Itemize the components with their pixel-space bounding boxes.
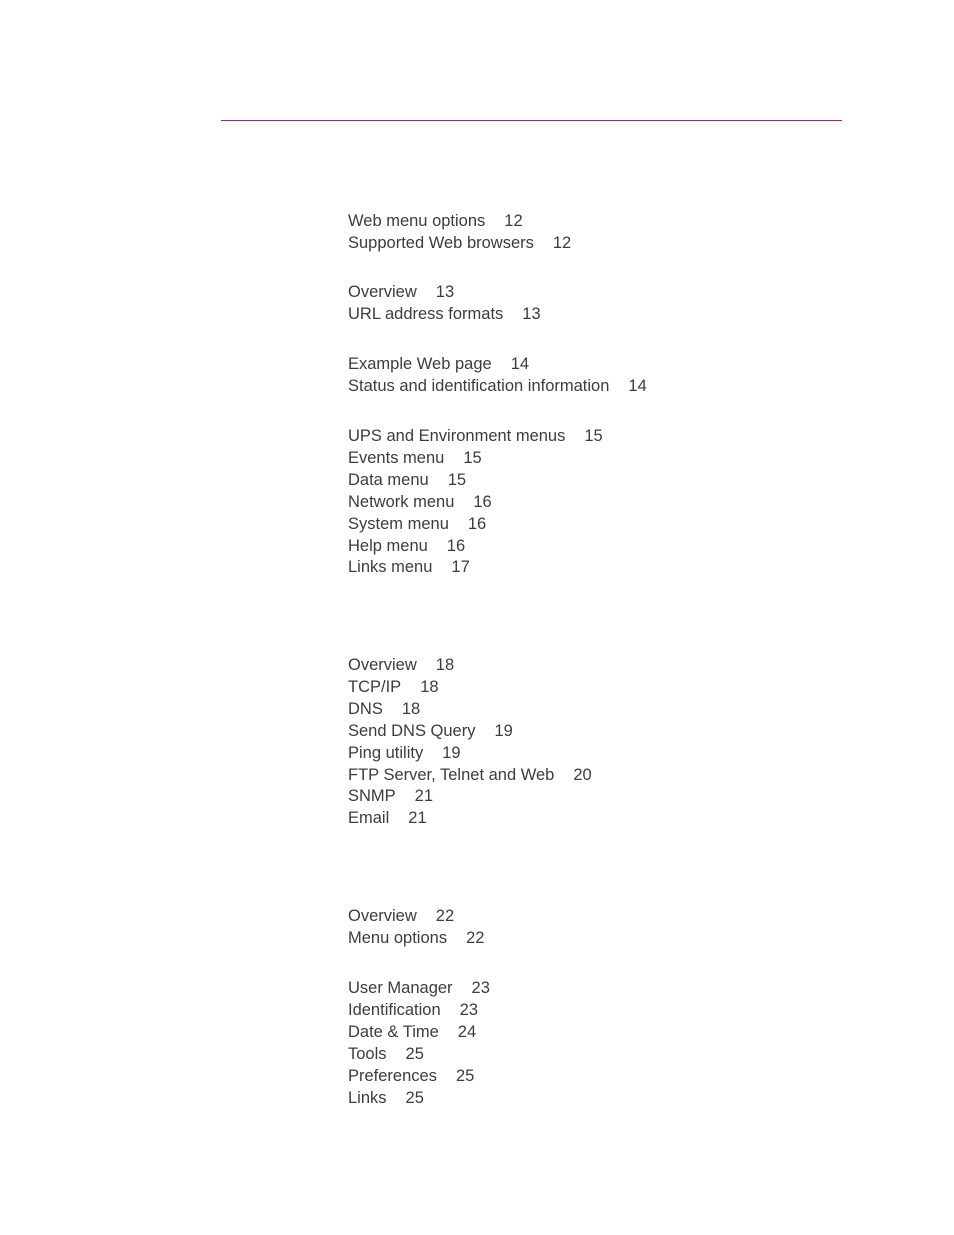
toc-entry-title: User Manager: [348, 979, 453, 997]
toc-entry[interactable]: [348, 721, 592, 743]
toc-entry-page: 12: [552, 233, 572, 252]
toc-entry-page: 14: [510, 355, 530, 373]
toc-entry-page: 15: [584, 427, 603, 445]
toc-group-7: [348, 978, 490, 1109]
toc-entry-page: 16: [446, 536, 466, 555]
toc-entry-title: UPS and Environment menus: [348, 427, 566, 445]
toc-entry-title: Overview: [348, 283, 417, 301]
toc-entry-page: 16: [467, 514, 487, 533]
toc-entry[interactable]: [348, 655, 592, 677]
toc-entry[interactable]: [348, 514, 603, 536]
toc-entry-page: 23: [459, 1000, 479, 1019]
toc-group-5: [348, 655, 592, 830]
toc-group-6: [348, 906, 484, 950]
toc-entry[interactable]: [348, 211, 571, 233]
toc-entry-title: Help menu: [348, 536, 428, 555]
toc-entry-page: 24: [457, 1022, 477, 1041]
toc-entry[interactable]: [348, 808, 592, 830]
toc-entry-page: 18: [435, 656, 455, 674]
toc-entry[interactable]: [348, 1066, 490, 1088]
toc-entry-page: 21: [408, 809, 427, 828]
toc-entry-page: 25: [455, 1066, 475, 1085]
toc-entry[interactable]: [348, 426, 603, 448]
toc-group-4: [348, 426, 603, 579]
toc-entry[interactable]: [348, 376, 647, 398]
toc-entry[interactable]: [348, 1044, 490, 1066]
toc-entry-title: FTP Server, Telnet and Web: [348, 765, 555, 784]
toc-entry[interactable]: [348, 743, 592, 765]
toc-entry[interactable]: [348, 906, 484, 928]
toc-entry[interactable]: [348, 448, 603, 470]
toc-entry-title: Overview: [348, 656, 417, 674]
toc-entry[interactable]: [348, 928, 484, 950]
toc-entry-title: DNS: [348, 699, 383, 718]
toc-entry-title: Email: [348, 809, 390, 828]
toc-entry[interactable]: [348, 282, 541, 304]
toc-entry-page: 25: [405, 1044, 424, 1063]
toc-entry[interactable]: [348, 765, 592, 787]
toc-entry-page: 16: [473, 492, 492, 511]
toc-entry-title: Preferences: [348, 1066, 437, 1085]
toc-entry-page: 21: [414, 787, 434, 806]
toc-entry[interactable]: [348, 536, 603, 558]
toc-entry-title: TCP/IP: [348, 677, 402, 696]
toc-entry[interactable]: [348, 233, 571, 255]
toc-entry[interactable]: [348, 677, 592, 699]
toc-entry[interactable]: [348, 492, 603, 514]
toc-entry[interactable]: [348, 1022, 490, 1044]
toc-entry[interactable]: [348, 1088, 490, 1110]
toc-entry-title: Example Web page: [348, 355, 492, 373]
toc-entry-page: 22: [466, 928, 485, 947]
toc-entry[interactable]: [348, 354, 647, 376]
toc-entry-title: Date & Time: [348, 1022, 439, 1041]
toc-entry-page: 22: [435, 907, 455, 925]
table-of-contents: [348, 0, 828, 1235]
toc-entry-title: URL address formats: [348, 304, 504, 323]
toc-group-1: [348, 211, 571, 255]
toc-entry-title: Status and identification information: [348, 376, 610, 395]
toc-group-3: [348, 354, 647, 398]
toc-entry-title: Data menu: [348, 470, 429, 489]
toc-entry-page: 13: [522, 304, 541, 323]
toc-entry[interactable]: [348, 557, 603, 579]
toc-entry-title: Identification: [348, 1000, 441, 1019]
toc-entry-page: 25: [405, 1088, 424, 1107]
toc-entry-title: Overview: [348, 907, 417, 925]
toc-entry-page: 13: [435, 283, 455, 301]
toc-entry-title: Links menu: [348, 558, 433, 577]
toc-entry-page: 18: [401, 699, 421, 718]
toc-entry-title: System menu: [348, 514, 449, 533]
toc-entry[interactable]: [348, 470, 603, 492]
toc-entry-page: 17: [451, 558, 470, 577]
toc-entry-page: 23: [471, 979, 490, 997]
toc-entry-page: 19: [442, 743, 461, 762]
toc-entry-title: Web menu options: [348, 212, 486, 230]
toc-entry-title: Send DNS Query: [348, 721, 476, 740]
toc-entry[interactable]: [348, 699, 592, 721]
toc-entry-page: 12: [504, 212, 523, 230]
toc-entry-page: 20: [573, 765, 592, 784]
toc-entry-title: Supported Web browsers: [348, 233, 534, 252]
toc-entry-title: Tools: [348, 1044, 387, 1063]
toc-entry-title: Events menu: [348, 448, 445, 467]
toc-group-2: [348, 282, 541, 326]
toc-entry-title: SNMP: [348, 787, 396, 806]
toc-entry-page: 19: [494, 721, 513, 740]
toc-entry[interactable]: [348, 786, 592, 808]
toc-entry-title: Menu options: [348, 928, 448, 947]
toc-entry[interactable]: [348, 304, 541, 326]
toc-entry[interactable]: [348, 978, 490, 1000]
toc-entry-page: 15: [447, 470, 467, 489]
toc-entry-title: Network menu: [348, 492, 455, 511]
toc-entry-page: 14: [628, 376, 647, 395]
toc-entry-page: 18: [420, 677, 439, 696]
toc-entry-title: Ping utility: [348, 743, 424, 762]
toc-entry[interactable]: [348, 1000, 490, 1022]
toc-entry-page: 15: [463, 448, 482, 467]
toc-entry-title: Links: [348, 1088, 387, 1107]
